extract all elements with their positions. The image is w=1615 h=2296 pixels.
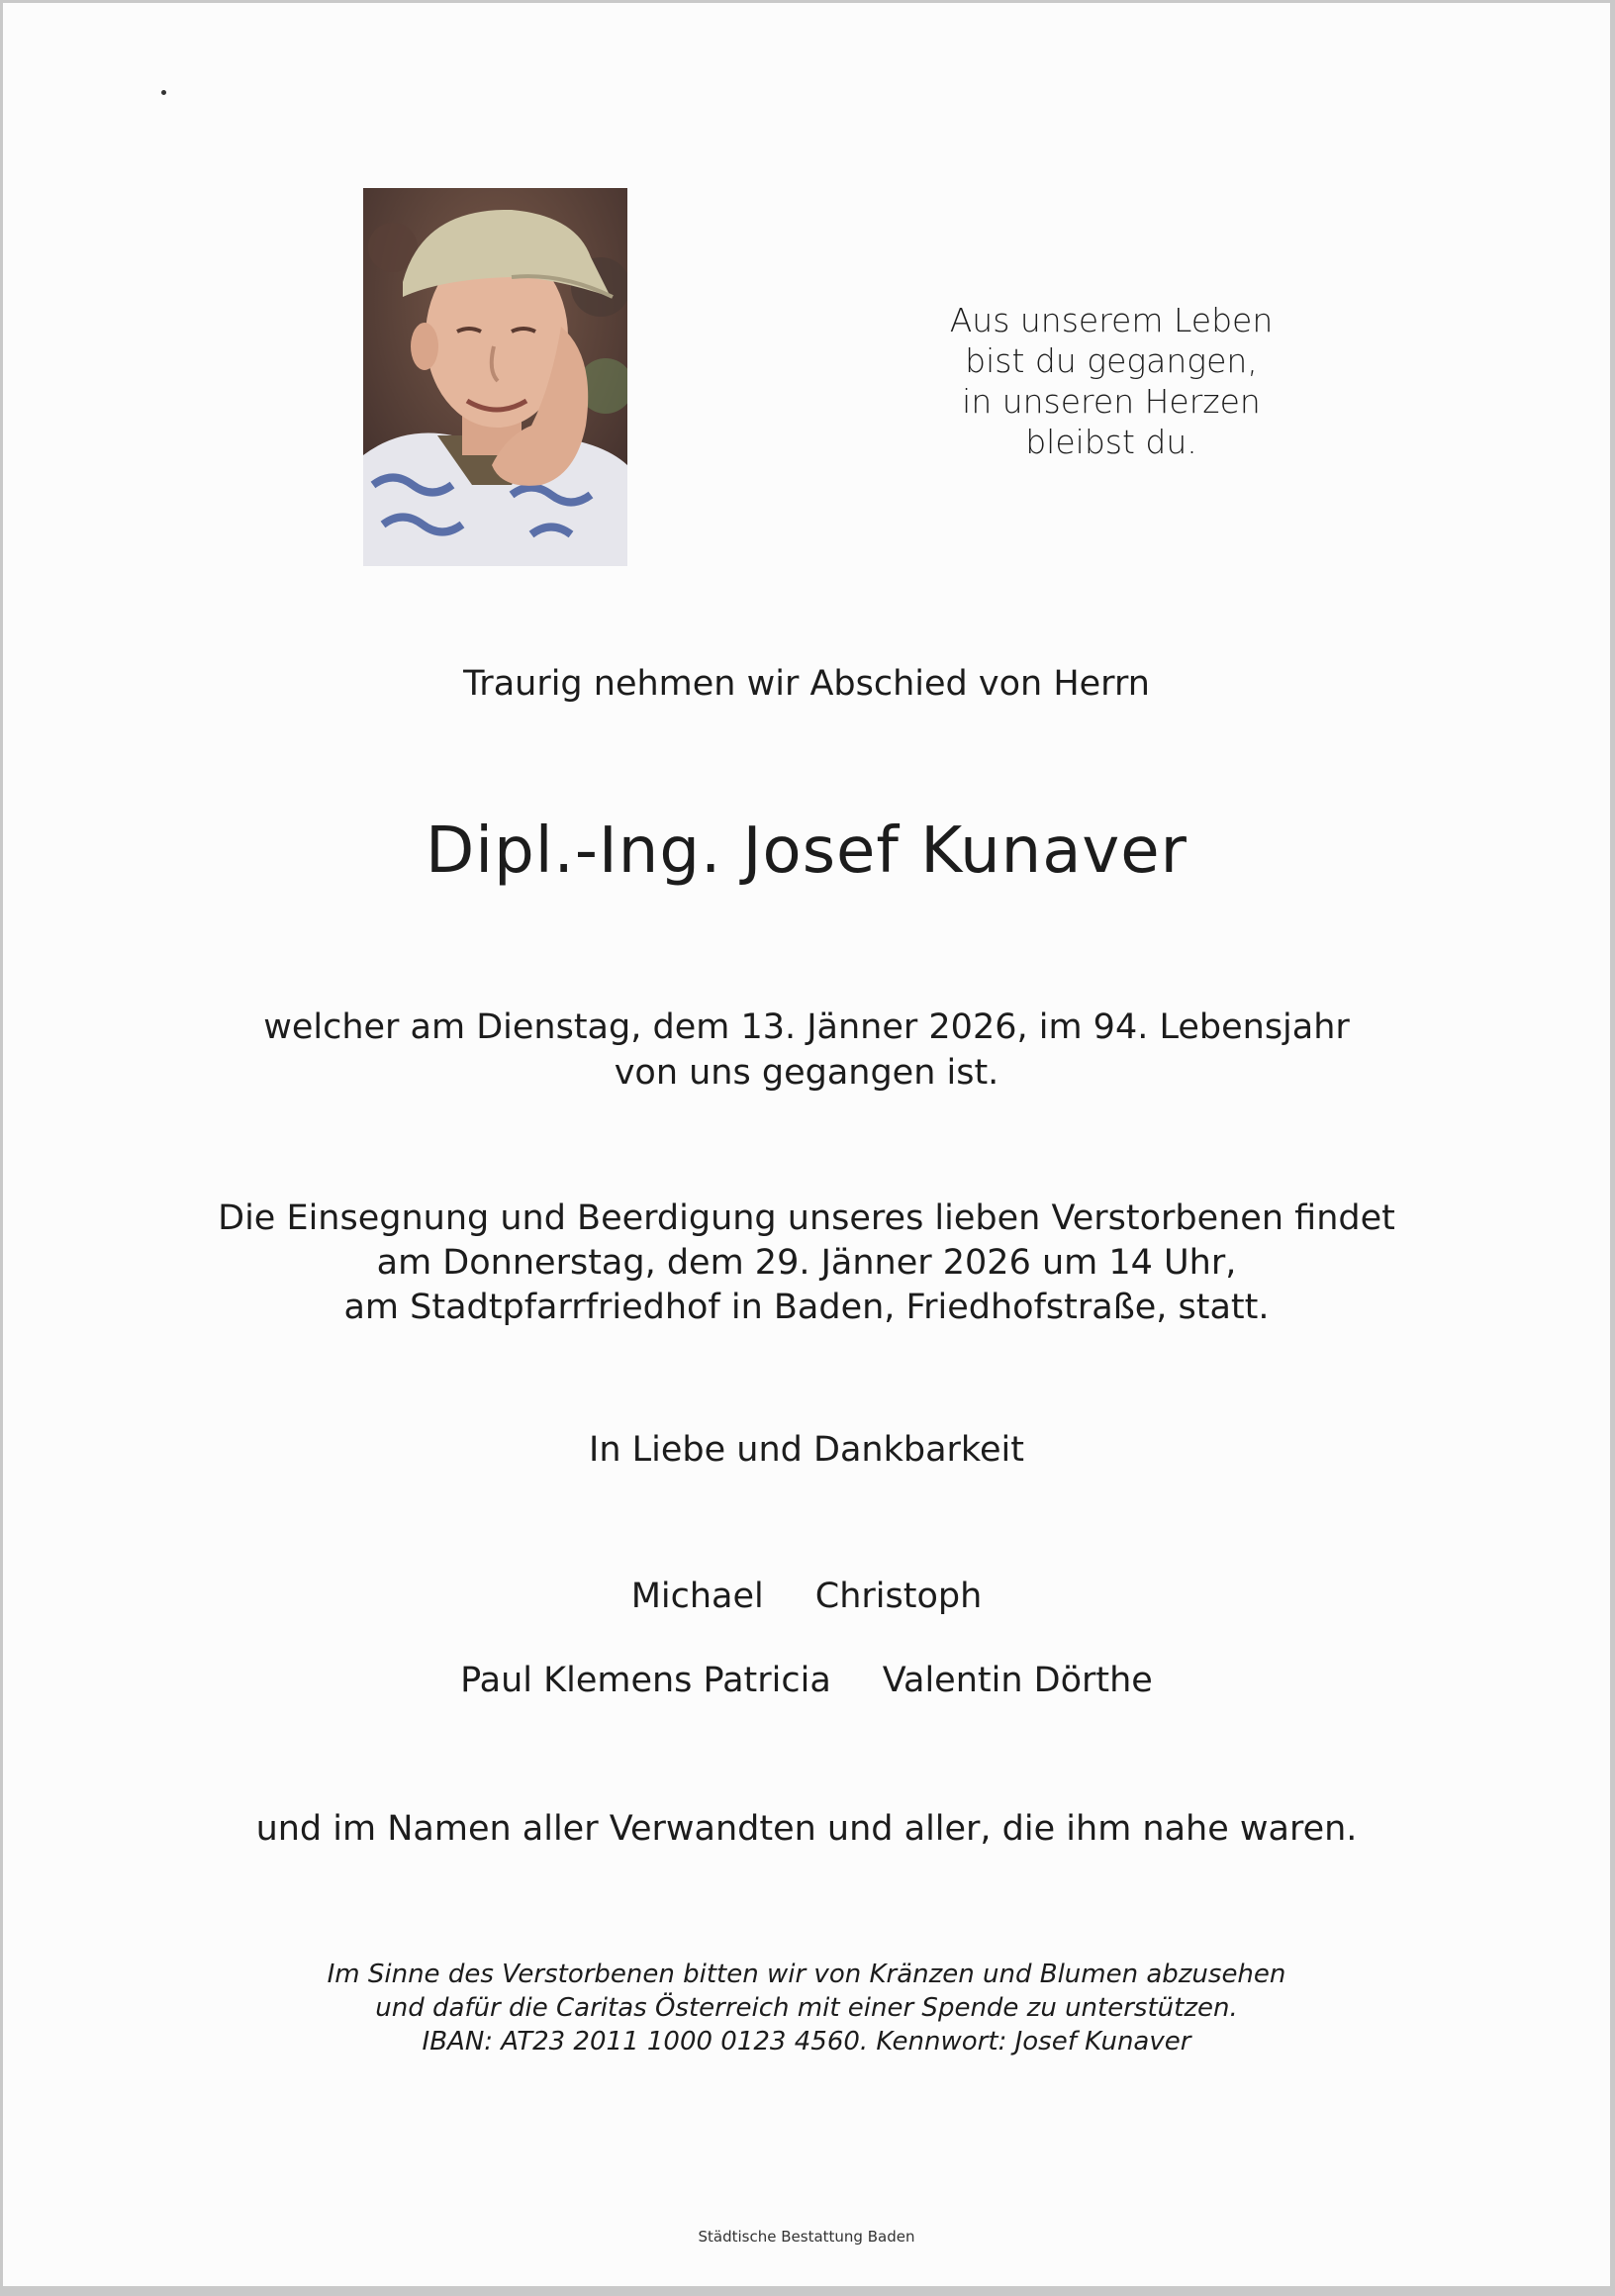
- family-member: Christoph: [814, 1577, 983, 1616]
- family-member: Valentin Dörthe: [882, 1661, 1153, 1700]
- family-member: Michael: [630, 1577, 764, 1616]
- donation-line: IBAN: AT23 2011 1000 0123 4560. Kennwort: Josef Kunaver: [422, 2027, 1191, 2057]
- death-notice: [3, 1004, 1610, 1096]
- family-names-row: [3, 1577, 1610, 1616]
- death-line: welcher am Dienstag, dem 13. Jänner 2026, im 94. Lebensjahr: [263, 1007, 1350, 1047]
- quote-line: bist du gegangen,: [965, 341, 1258, 380]
- funeral-details: [3, 1196, 1610, 1330]
- farewell-intro: Traurig nehmen wir Abschied von Herrn: [463, 664, 1150, 704]
- donation-line: und dafür die Caritas Österreich mit einer Spende zu unterstützen.: [375, 1993, 1238, 2023]
- funeral-line: Die Einsegnung und Beerdigung unseres lieben Verstorbenen findet: [218, 1198, 1395, 1238]
- portrait-photo: [363, 188, 627, 566]
- death-line: von uns gegangen ist.: [614, 1053, 999, 1093]
- family-member: Paul Klemens Patricia: [460, 1661, 831, 1700]
- family-names-row: [3, 1661, 1610, 1700]
- donation-request: [3, 1958, 1610, 2058]
- quote-line: bleibst du.: [1025, 423, 1197, 461]
- quote-line: Aus unserem Leben: [949, 301, 1274, 339]
- funeral-line: am Donnerstag, dem 29. Jänner 2026 um 14 Uhr,: [376, 1243, 1237, 1283]
- donation-line: Im Sinne des Verstorbenen bitten wir von Kränzen und Blumen abzusehen: [327, 1960, 1286, 1989]
- deceased-name: Dipl.-Ing. Josef Kunaver: [426, 814, 1188, 888]
- relatives-line: und im Namen aller Verwandten und aller, die ihm nahe waren.: [255, 1809, 1358, 1849]
- paper-speck: [161, 90, 166, 95]
- closing-phrase: In Liebe und Dankbarkeit: [589, 1430, 1024, 1470]
- funeral-line: am Stadtpfarrfriedhof in Baden, Friedhofstraße, statt.: [343, 1288, 1270, 1327]
- obituary-sheet: [3, 3, 1610, 2286]
- funeral-home-credit: Städtische Bestattung Baden: [698, 2228, 915, 2246]
- quote-line: in unseren Herzen: [962, 382, 1261, 421]
- memorial-quote: [913, 300, 1309, 462]
